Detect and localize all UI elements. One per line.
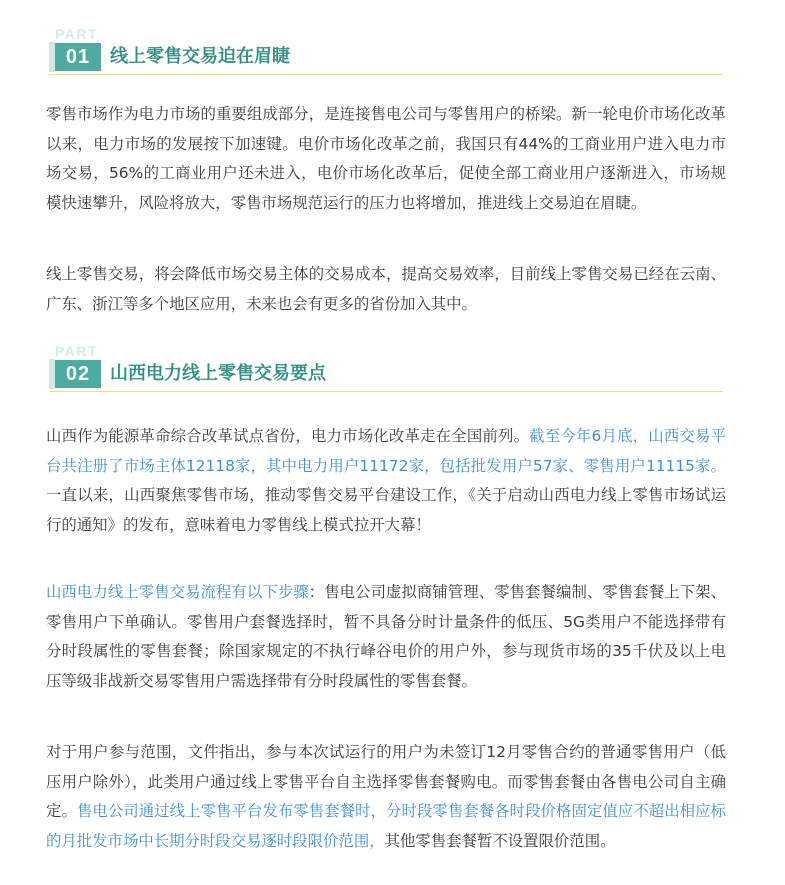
title-underline (49, 74, 723, 75)
paragraph-5-intro: 对于用户参与范围，文件指出，参与本次试运行的用户为未签订12月零售合约的普通零售用户（低压用户除外），此类用户通过线上零售平台自主选择零售套餐购电。而零售套餐由各售电公司自主确定。 (46, 743, 726, 821)
section-number-badge: 01 (55, 43, 101, 71)
paragraph-3-intro: 山西作为能源革命综合改革试点省份，电力市场化改革走在全国前列。 (46, 427, 530, 445)
paragraph-5-rest: 其他零售套餐暂不设置限价范围。 (384, 831, 616, 850)
paragraph-3-highlight: 截至今年6月底，山西交易平台共注册了市场主体12118家，其中电力用户11172家，包括批发用户57家、零售用户11115家。 (46, 427, 726, 475)
paragraph-3-rest: 一直以来，山西聚焦零售市场，推动零售交易平台建设工作，《关于启动山西电力线上零售市场试运行的通知》的发布，意味着电力零售线上模式拉开大幕！ (46, 486, 726, 534)
title-underline (49, 391, 723, 392)
paragraph-3 (46, 422, 726, 540)
section-header-01 (49, 26, 723, 82)
section-title-row (49, 359, 723, 389)
paragraph-5 (46, 738, 726, 856)
part-label: PART (55, 343, 99, 359)
section-header-02 (49, 343, 723, 399)
paragraph-2: 线上零售交易，将会降低市场交易主体的交易成本，提高交易效率，目前线上零售交易已经在云南、广东、浙江等多个地区应用，未来也会有更多的省份加入其中。 (46, 265, 726, 313)
paragraph-1: 零售市场作为电力市场的重要组成部分，是连接售电公司与零售用户的桥梁。新一轮电价市场化改革以来，电力市场的发展按下加速键。电价市场化改革之前，我国只有44%的工商业用户进入电力市场交易，56%的工商业用户还未进入，电价市场化改革后，促使全部工商业用户逐渐进入，市场规模快速攀升，风险将放大，零售市场规范运行的压力也将增加，推进线上交易迫在眉睫。 (46, 105, 726, 212)
section-title: 线上零售交易迫在眉睫 (110, 46, 290, 67)
paragraph-5-highlight: 售电公司通过线上零售平台发布零售套餐时，分时段零售套餐各时段价格固定值应不超出相应标的月批发市场中长期分时段交易逐时段限价范围， (46, 802, 726, 850)
paragraph-4-highlight: 山西电力线上零售交易流程有以下步骤 (46, 583, 309, 601)
section-title-row (49, 42, 723, 72)
paragraph-4-rest: ：售电公司虚拟商铺管理、零售套餐编制、零售套餐上下架、零售用户下单确认。零售用户套餐选择时，暂不具备分时计量条件的低压、5G类用户不能选择带有分时段属性的零售套餐；除国家规定的不执行峰谷电价的用户外，参与现货市场的35千伏及以上电压等级非战新交易零售用户需选择带有分时段属性的零售套餐。 (46, 583, 726, 690)
section-number-badge: 02 (55, 360, 101, 388)
part-label: PART (55, 26, 99, 42)
paragraph-4 (46, 578, 726, 696)
section-title: 山西电力线上零售交易要点 (110, 363, 326, 384)
